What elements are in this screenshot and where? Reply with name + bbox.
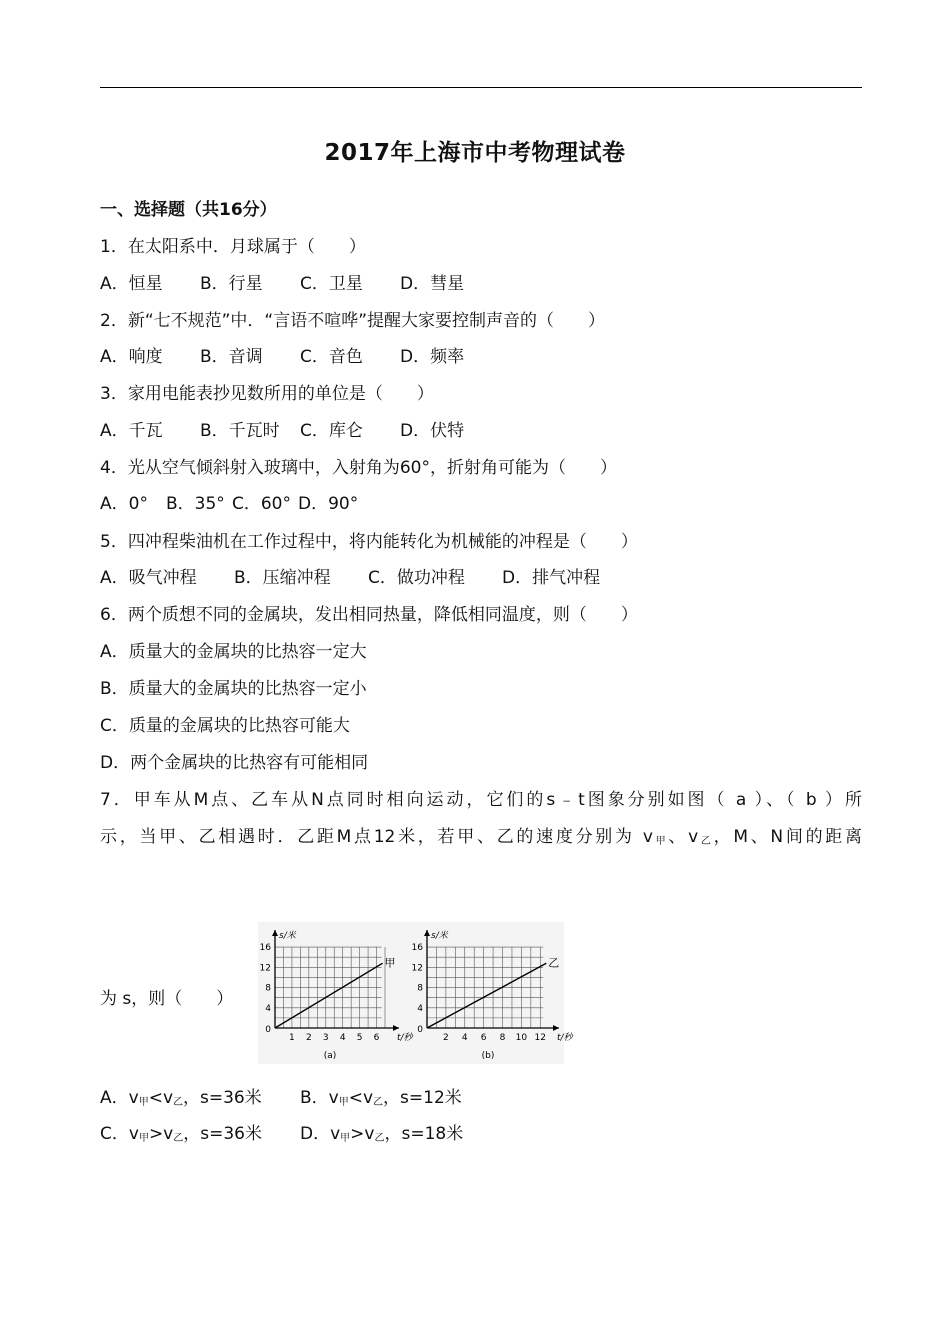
question-3-options: [100, 421, 464, 441]
option-a: A．千瓦: [100, 421, 163, 441]
question-7-stem-line-3: 为 s，则（ ）: [100, 989, 234, 1009]
option-a: A．恒星: [100, 274, 163, 294]
header-rule: [100, 87, 862, 88]
chart-b-x-tick-label: 6: [480, 1033, 487, 1043]
option-d: D．排气冲程: [502, 568, 601, 588]
chart-a-origin-label: 0: [265, 1025, 271, 1035]
chart-b-x-tick-label: 4: [461, 1033, 468, 1043]
option-b: B．35°: [166, 494, 225, 514]
q7-sub-jia: 甲: [652, 836, 669, 847]
option-a: A．响度: [100, 347, 163, 367]
option-c: C．音色: [300, 347, 363, 367]
chart-b-x-tick-label: 12: [534, 1033, 547, 1043]
chart-a-x-tick-label: 2: [305, 1033, 312, 1043]
chart-b-series-label: 乙: [548, 956, 560, 970]
question-4-stem: 4．光从空气倾斜射入玻璃中，入射角为60°，折射角可能为（ ）: [100, 458, 617, 478]
option-a: A．吸气冲程: [100, 568, 197, 588]
q7-text-b: ，M、N间的距离: [713, 827, 863, 847]
option-d: D．伏特: [400, 421, 465, 441]
option-b: B．行星: [200, 274, 263, 294]
chart-a-x-axis-label: t/秒: [397, 1033, 413, 1043]
option-c: C．60°: [232, 494, 292, 514]
chart-a-x-tick-label: 1: [289, 1033, 295, 1043]
option-b: B．音调: [200, 347, 263, 367]
section-heading: 一、选择题（共16分）: [100, 200, 277, 220]
chart-a-y-tick-label: 12: [259, 963, 271, 974]
option-a: A．$v_甲<v_乙$，s=36米: [100, 1088, 262, 1108]
chart-b-y-tick-label: 16: [411, 943, 423, 954]
option-b: B．千瓦时: [200, 421, 280, 441]
chart-a-y-tick-label: 16: [259, 943, 271, 954]
option-d: D．频率: [400, 347, 465, 367]
question-6-option-b: B．质量大的金属块的比热容一定小: [100, 679, 367, 699]
chart-a-y-axis-label: s/米: [279, 931, 296, 941]
chart-a-x-tick-label: 5: [356, 1033, 363, 1043]
chart-b-x-axis-label: t/秒: [557, 1033, 573, 1043]
question-7-options-row-1: [100, 1088, 462, 1113]
question-6-option-a: A．质量大的金属块的比热容一定大: [100, 642, 367, 662]
option-c: C．$v_甲>v_乙$，s=36米: [100, 1124, 262, 1144]
chart-b-y-axis-label: s/米: [431, 931, 448, 941]
chart-a-caption: (a): [323, 1051, 337, 1061]
option-d: D．90°: [298, 494, 359, 514]
chart-b-y-tick-label: 12: [411, 963, 423, 974]
chart-a-x-tick-label: 6: [373, 1033, 380, 1043]
option-c: C．做功冲程: [368, 568, 465, 588]
chart-a-x-tick-label: 3: [322, 1033, 329, 1043]
question-6-option-d: D．两个金属块的比热容有可能相同: [100, 753, 369, 773]
option-d: D．$v_甲>v_乙$，s=18米: [300, 1124, 464, 1144]
question-4-options: [100, 494, 358, 514]
chart-b-caption: (b): [481, 1051, 495, 1061]
question-1-options: [100, 274, 464, 294]
option-d: D．彗星: [400, 274, 465, 294]
option-b: B．$v_甲<v_乙$，s=12米: [300, 1088, 462, 1108]
question-6-stem: 6．两个质想不同的金属块，发出相同热量，降低相同温度，则（ ）: [100, 605, 638, 625]
chart-a-series-label: 甲: [384, 956, 396, 970]
option-c: C．卫星: [300, 274, 363, 294]
question-7-stem-line-1: 7．甲车从M点、乙车从N点同时相向运动，它们的s﹣t图象分别如图（ a ）、（ b ）所: [100, 790, 862, 810]
chart-b-y-tick-label: 4: [417, 1003, 423, 1014]
page-title: 2017年上海市中考物理试卷: [324, 140, 626, 166]
question-2-stem: 2．新“七不规范”中．“言语不喧哗”提醒大家要控制声音的（ ）: [100, 311, 606, 331]
q7-text-a: 示，当甲、乙相遇时．乙距M点12米，若甲、乙的速度分别为 v: [100, 827, 653, 847]
option-a: A．0°: [100, 494, 148, 514]
question-7-options-row-2: [100, 1124, 463, 1149]
chart-a-x-tick-label: 4: [339, 1033, 346, 1043]
chart-b-x-tick-label: 2: [443, 1033, 449, 1043]
question-1-stem: 1．在太阳系中．月球属于（ ）: [100, 237, 366, 257]
chart-b-origin-label: 0: [417, 1025, 423, 1035]
chart-a-y-tick-label: 8: [265, 983, 271, 994]
option-c: C．库仑: [300, 421, 363, 441]
question-6-option-c: C．质量的金属块的比热容可能大: [100, 716, 350, 736]
question-3-stem: 3．家用电能表抄见数所用的单位是（ ）: [100, 384, 434, 404]
question-5-options: [100, 568, 600, 588]
q7-sub-yi: 乙: [698, 836, 714, 847]
question-7-stem-line-2: [100, 827, 862, 852]
q7-sep: 、v: [668, 827, 699, 847]
question-5-stem: 5．四冲程柴油机在工作过程中，将内能转化为机械能的冲程是（ ）: [100, 532, 638, 552]
chart-b-x-tick-label: 8: [499, 1033, 506, 1043]
st-graphs-figure: [258, 922, 573, 1064]
option-b: B．压缩冲程: [234, 568, 331, 588]
chart-b-x-tick-label: 10: [515, 1033, 528, 1043]
chart-a-y-tick-label: 4: [265, 1003, 271, 1014]
chart-b-y-tick-label: 8: [417, 983, 423, 994]
question-2-options: [100, 347, 464, 367]
